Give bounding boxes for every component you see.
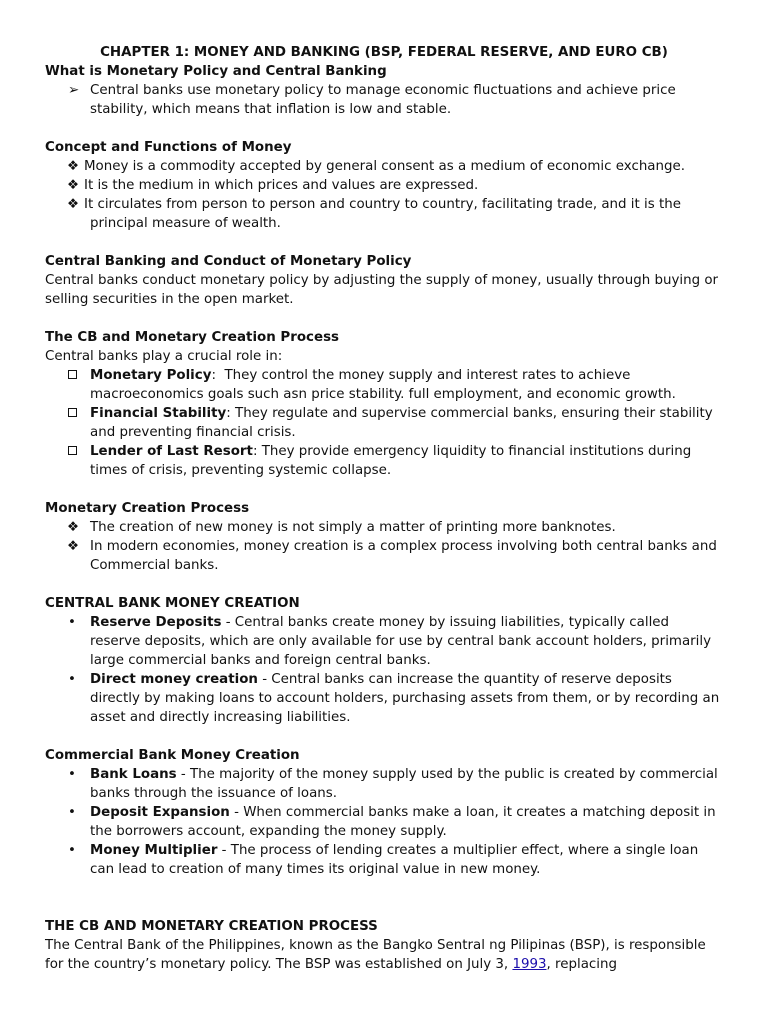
list-item: • Money Multiplier - The process of lending creates a multiplier effect, where a single loan can lead to creation of many times its original value in new money. (68, 843, 699, 877)
list-functions-of-money (45, 157, 723, 233)
heading-commercial-bank-money-creation: Commercial Bank Money Creation (45, 748, 300, 763)
dot-bullet-icon: • (68, 843, 76, 858)
diamond-bullet-icon: ❖ (67, 520, 80, 535)
list-commercial-bank-money-creation (45, 765, 723, 879)
checkbox-bullet-icon (68, 404, 77, 423)
year-link[interactable]: 1993 (512, 957, 547, 972)
diamond-bullet-icon: ❖ (67, 159, 80, 174)
chapter-title: CHAPTER 1: MONEY AND BANKING (BSP, FEDERAL RESERVE, AND EURO CB) (100, 45, 668, 60)
list-monetary-creation (45, 518, 723, 575)
list-item: ❖ Money is a commodity accepted by general consent as a medium of economic exchange. (67, 159, 685, 174)
arrow-bullet-icon: ➢ (68, 83, 80, 98)
checkbox-bullet-icon (68, 366, 77, 385)
heading-monetary-policy: What is Monetary Policy and Central Banking (45, 64, 387, 79)
paragraph-central-banking: Central banks conduct monetary policy by adjusting the supply of money, usually through buying or selling securities in the open market. (45, 273, 719, 307)
heading-central-bank-money-creation: CENTRAL BANK MONEY CREATION (45, 596, 300, 611)
checkbox-bullet-icon (68, 442, 77, 461)
paragraph-bsp: The Central Bank of the Philippines, known as the Bangko Sentral ng Pilipinas (BSP), is responsible for the country’s monetary policy. The BSP was established on July 3, 1993, replacing (45, 938, 706, 972)
heading-central-banking: Central Banking and Conduct of Monetary Policy (45, 254, 412, 269)
diamond-bullet-icon: ❖ (67, 178, 80, 193)
dot-bullet-icon: • (68, 805, 76, 820)
list-item: • Bank Loans - The majority of the money supply used by the public is created by commercial banks through the issuance of loans. (68, 767, 718, 801)
heading-functions-of-money: Concept and Functions of Money (45, 140, 292, 155)
heading-cb-monetary-creation-upper: THE CB AND MONETARY CREATION PROCESS (45, 919, 378, 934)
heading-cb-monetary-creation: The CB and Monetary Creation Process (45, 330, 340, 345)
list-item: • Direct money creation - Central banks can increase the quantity of reserve deposits directly by making loans to account holders, purchasing assets from them, or by recording an asset and directly increasing liabilities. (68, 672, 720, 725)
list-item: ❖ In modern economies, money creation is a complex process involving both central banks and Commercial banks. (67, 539, 717, 573)
list-cb-roles (45, 366, 723, 480)
dot-bullet-icon: • (68, 672, 76, 687)
dot-bullet-icon: • (68, 767, 76, 782)
list-item: ➢ Central banks use monetary policy to manage economic fluctuations and achieve price stability, which means that inflation is low and stable. (68, 83, 676, 117)
paragraph-intro: Central banks play a crucial role in: (45, 349, 283, 364)
heading-monetary-creation-process: Monetary Creation Process (45, 501, 250, 516)
list-central-bank-money-creation (45, 613, 723, 727)
list-item: ❖ It circulates from person to person and country to country, facilitating trade, and it is the principal measure of wealth. (67, 197, 681, 231)
list-item: • Deposit Expansion - When commercial banks make a loan, it creates a matching deposit in the borrowers account, expanding the money supply. (68, 805, 716, 839)
diamond-bullet-icon: ❖ (67, 539, 80, 554)
list-item: Financial Stability: They regulate and supervise commercial banks, ensuring their stability and preventing financial crisis. (45, 404, 723, 442)
list-item: ❖ The creation of new money is not simply a matter of printing more banknotes. (67, 520, 616, 535)
dot-bullet-icon: • (68, 615, 76, 630)
list-item: • Reserve Deposits - Central banks create money by issuing liabilities, typically called reserve deposits, which are only available for use by central bank account holders, primarily large commercial banks and foreign central banks. (68, 615, 712, 668)
list-item: Lender of Last Resort: They provide emergency liquidity to financial institutions during times of crisis, preventing systemic collapse. (45, 442, 723, 480)
list-item: Monetary Policy: They control the money supply and interest rates to achieve macroeconomics goals such asn price stability. full employment, and economic growth. (45, 366, 723, 404)
list-monetary-policy (45, 81, 723, 119)
diamond-bullet-icon: ❖ (67, 197, 80, 212)
list-item: ❖ It is the medium in which prices and values are expressed. (67, 178, 479, 193)
